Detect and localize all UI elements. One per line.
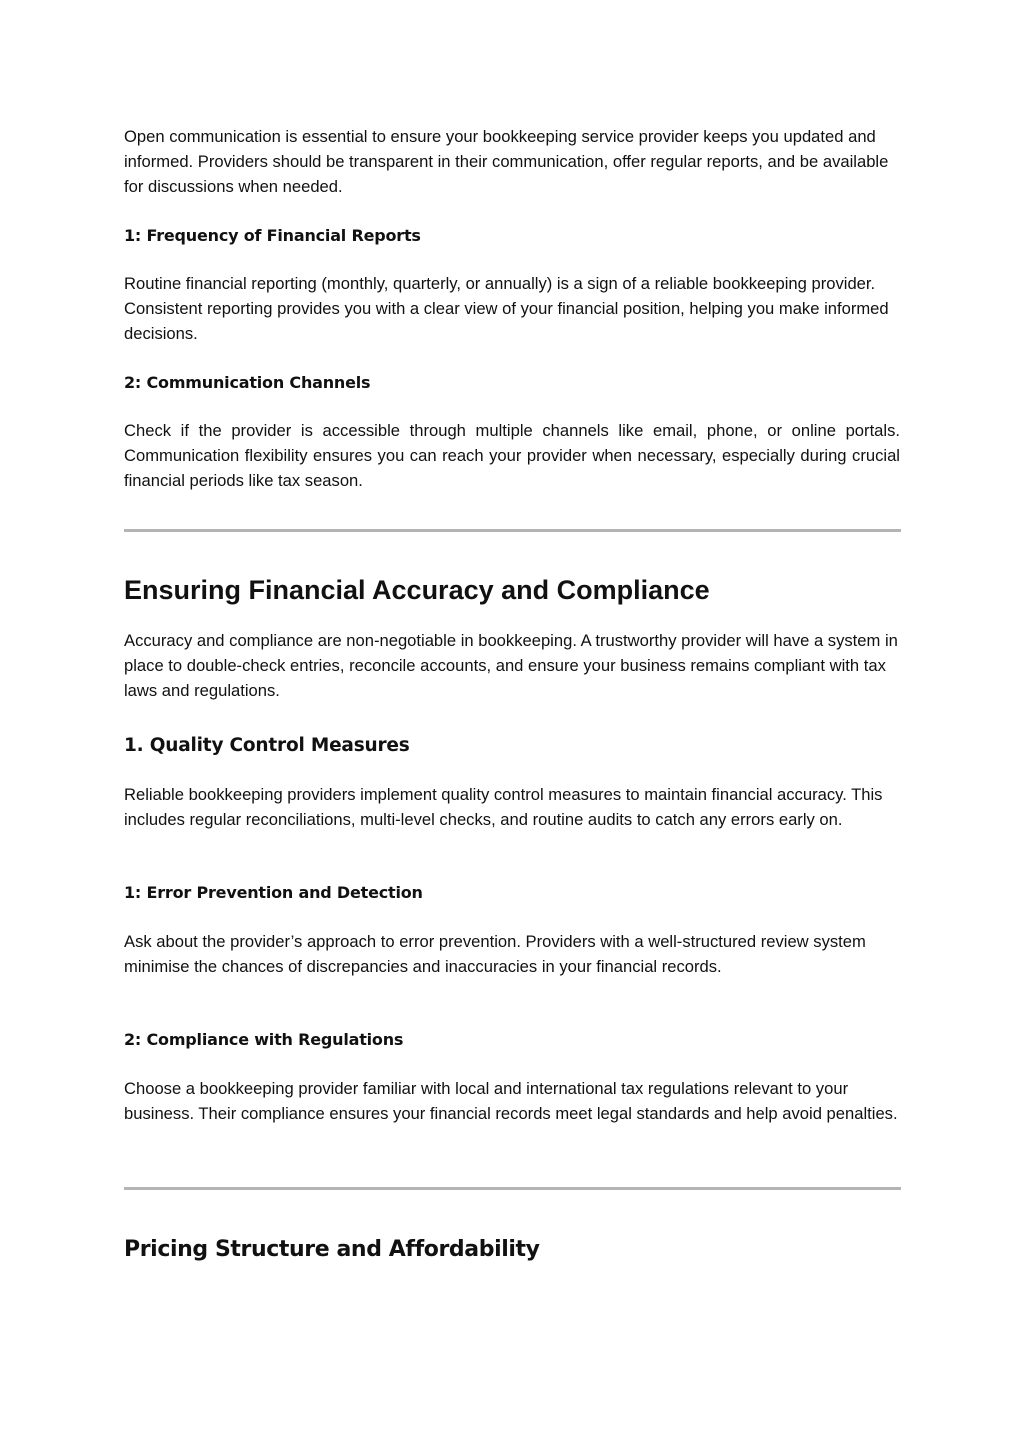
compliance-paragraph: Choose a bookkeeping provider familiar with local and international tax regulations relevant to your business. Their compliance ensures your financial records meet legal standards and help avoid penalties. [124, 1079, 898, 1123]
document-page [124, 0, 900, 1449]
pricing-heading: Pricing Structure and Affordability [124, 1237, 540, 1262]
error-heading: 1: Error Prevention and Detection [124, 883, 423, 902]
frequency-paragraph: Routine financial reporting (monthly, quarterly, or annually) is a sign of a reliable bookkeeping provider. Consistent reporting provides you with a clear view of your financial position, helping you make informed decisions. [124, 274, 889, 343]
channels-paragraph: Check if the provider is accessible through multiple channels like email, phone, or online portals. Communication flexibility ensures you can reach your provider when necessary, especially during crucial financial periods like tax season. [124, 421, 900, 490]
quality-paragraph: Reliable bookkeeping providers implement quality control measures to maintain financial accuracy. This includes regular reconciliations, multi-level checks, and routine audits to catch any errors early on. [124, 785, 883, 829]
frequency-heading: 1: Frequency of Financial Reports [124, 226, 421, 245]
channels-heading: 2: Communication Channels [124, 373, 371, 392]
quality-heading: 1. Quality Control Measures [124, 735, 410, 756]
error-paragraph: Ask about the provider’s approach to error prevention. Providers with a well-structured review system minimise the chances of discrepancies and inaccuracies in your financial records. [124, 932, 866, 976]
accuracy-paragraph: Accuracy and compliance are non-negotiable in bookkeeping. A trustworthy provider will have a system in place to double-check entries, reconcile accounts, and ensure your business remains compliant with tax laws and regulations. [124, 631, 898, 700]
accuracy-heading: Ensuring Financial Accuracy and Compliance [124, 575, 710, 605]
section-divider [124, 529, 901, 532]
section-divider [124, 1187, 901, 1190]
compliance-heading: 2: Compliance with Regulations [124, 1030, 404, 1049]
intro-paragraph: Open communication is essential to ensure your bookkeeping service provider keeps you updated and informed. Providers should be transparent in their communication, offer regular reports, and be available for discussions when needed. [124, 127, 889, 196]
